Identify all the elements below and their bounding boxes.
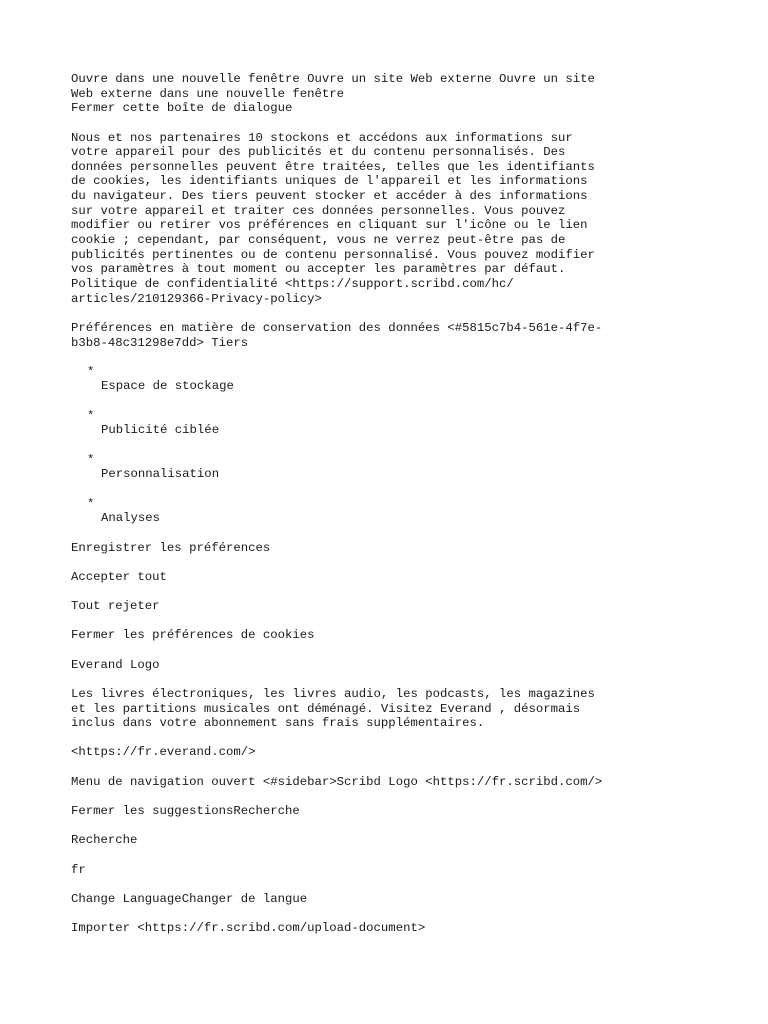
consent-line: données personnelles peuvent être traitées, telles que les identifiants	[71, 159, 595, 174]
purpose-analytics[interactable]: Analyses	[101, 511, 161, 526]
reject-all-button[interactable]: Tout rejeter	[71, 599, 160, 614]
bullet-marker: *	[87, 364, 95, 379]
save-preferences-button[interactable]: Enregistrer les préférences	[71, 540, 271, 555]
upload-document-link[interactable]: Importer <https://fr.scribd.com/upload-document>	[71, 921, 426, 936]
consent-line: vos paramètres à tout moment ou accepter les paramètres par défaut.	[71, 262, 566, 277]
everand-banner-text	[71, 687, 631, 731]
bullet-marker: *	[87, 408, 95, 423]
close-cookie-preferences-button[interactable]: Fermer les préférences de cookies	[71, 628, 315, 643]
new-window-notice-line-1: Ouvre dans une nouvelle fenêtre Ouvre un site Web externe Ouvre un site	[71, 72, 595, 86]
consent-line: de cookies, les identifiants uniques de l'appareil et les informations	[71, 174, 588, 189]
consent-line: votre appareil pour des publicités et du contenu personnalisés. Des	[71, 145, 566, 160]
bullet-marker: *	[87, 496, 95, 511]
consent-line: cookie ; cependant, par conséquent, vous ne verrez peut-être pas de	[71, 233, 566, 248]
language-code: fr	[71, 862, 86, 877]
everand-link[interactable]: <https://fr.everand.com/>	[71, 745, 256, 760]
everand-text-line: inclus dans votre abonnement sans frais supplémentaires.	[71, 716, 485, 731]
consent-line: sur votre appareil et traiter ces données personnelles. Vous pouvez	[71, 203, 566, 218]
consent-paragraph	[71, 131, 631, 307]
consent-line: modifier ou retirer vos préférences en cliquant sur l'icône ou le lien	[71, 218, 588, 233]
purpose-storage[interactable]: Espace de stockage	[101, 379, 234, 394]
consent-line: Nous et nos partenaires 10 stockons et accédons aux informations sur	[71, 130, 573, 145]
everand-text-line: et les partitions musicales ont déménagé. Visitez Everand , désormais	[71, 701, 581, 716]
search-label[interactable]: Recherche	[71, 833, 138, 848]
privacy-policy-link-cont[interactable]: articles/210129366-Privacy-policy>	[71, 291, 322, 306]
document-page	[71, 72, 631, 936]
bullet-marker: *	[87, 452, 95, 467]
close-dialog-link[interactable]: Fermer cette boîte de dialogue	[71, 101, 293, 116]
change-language-button[interactable]: Change LanguageChanger de langue	[71, 891, 308, 906]
accept-all-button[interactable]: Accepter tout	[71, 569, 167, 584]
retention-preferences-link[interactable]: Préférences en matière de conservation des données <#5815c7b4-561e-4f7e-	[71, 320, 603, 335]
everand-logo: Everand Logo	[71, 657, 160, 672]
navigation-menu-link[interactable]: Menu de navigation ouvert <#sidebar>Scribd Logo <https://fr.scribd.com/>	[71, 774, 603, 789]
purpose-targeted-ads[interactable]: Publicité ciblée	[101, 423, 220, 438]
new-window-notice-line-2: Web externe dans une nouvelle fenêtre	[71, 86, 345, 101]
privacy-policy-link[interactable]: Politique de confidentialité <https://support.scribd.com/hc/	[71, 276, 514, 291]
everand-text-line: Les livres électroniques, les livres audio, les podcasts, les magazines	[71, 686, 595, 701]
consent-line: du navigateur. Des tiers peuvent stocker et accéder à des informations	[71, 189, 588, 204]
purpose-personalisation[interactable]: Personnalisation	[101, 467, 220, 482]
retention-preferences-link-cont[interactable]: b3b8-48c31298e7dd> Tiers	[71, 335, 249, 350]
consent-line: publicités pertinentes ou de contenu personnalisé. Vous pouvez modifier	[71, 247, 595, 262]
close-suggestions-button[interactable]: Fermer les suggestionsRecherche	[71, 804, 300, 819]
